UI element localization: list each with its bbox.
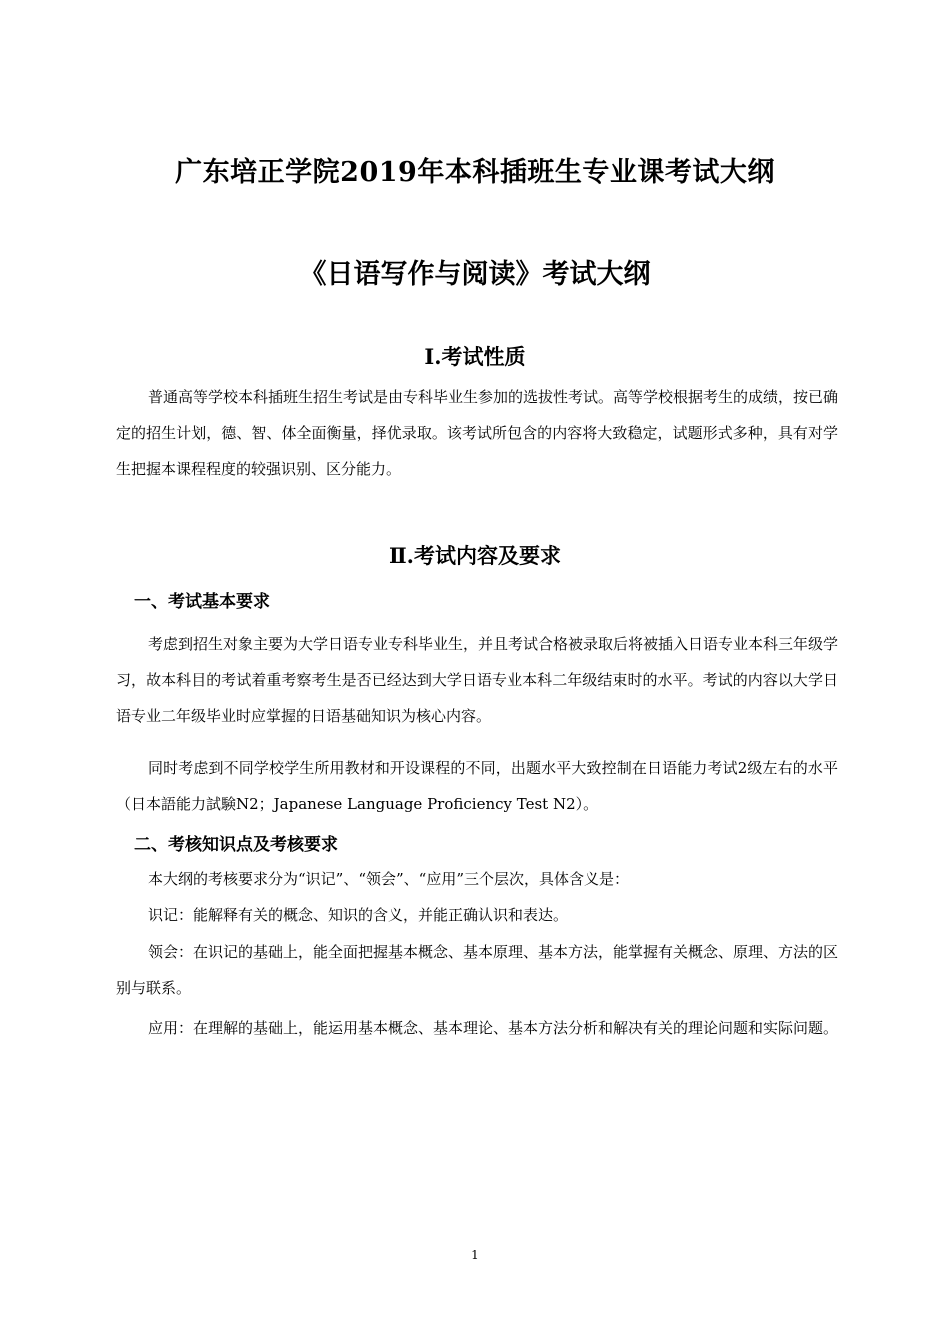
subsection2-item-apply: 应用：在理解的基础上，能运用基本概念、基本理论、基本方法分析和解决有关的理论问题和实际问题。 xyxy=(148,1019,839,1037)
subsection1-paragraph1: 考虑到招生对象主要为大学日语专业专科毕业生，并且考试合格被录取后将被插入日语专业本科三年级学习，故本科目的考试着重考察考生是否已经达到大学日语专业本科二年级结束时的水平。考试的内容以大学日语专业二年级毕业时应掌握的日语基础知识为核心内容。 xyxy=(116,635,839,725)
subsection1-paragraph2: 同时考虑到不同学校学生所用教材和开设课程的不同，出题水平大致控制在日语能力考试2级左右的水平（日本語能力試験N2；Japanese Language Proficiency Test N2）。 xyxy=(116,759,838,813)
section1-paragraph: 普通高等学校本科插班生招生考试是由专科毕业生参加的选拔性考试。高等学校根据考生的成绩，按已确定的招生计划，德、智、体全面衡量，择优录取。该考试所包含的内容将大致稳定，试题形式多种，具有对学生把握本课程程度的较强识别、区分能力。 xyxy=(116,388,839,478)
subsection1-heading: 一、考试基本要求 xyxy=(134,592,270,612)
main-title: 广东培正学院2019年本科插班生专业课考试大纲 xyxy=(175,157,775,188)
subsection2-item-comprehend: 领会：在识记的基础上，能全面把握基本概念、基本原理、基本方法，能掌握有关概念、原理、方法的区别与联系。 xyxy=(116,943,839,997)
page-number: 1 xyxy=(471,1248,479,1262)
subsection2-item-recall: 识记：能解释有关的概念、知识的含义，并能正确认识和表达。 xyxy=(148,906,569,924)
subsection2-intro: 本大纲的考核要求分为“识记”、“领会”、“应用”三个层次，具体含义是： xyxy=(148,870,630,888)
section2-heading: Ⅱ.考试内容及要求 xyxy=(388,543,561,568)
sub-title: 《日语写作与阅读》考试大纲 xyxy=(299,259,651,290)
subsection2-heading: 二、考核知识点及考核要求 xyxy=(134,835,338,855)
section1-heading: Ⅰ.考试性质 xyxy=(424,344,526,369)
